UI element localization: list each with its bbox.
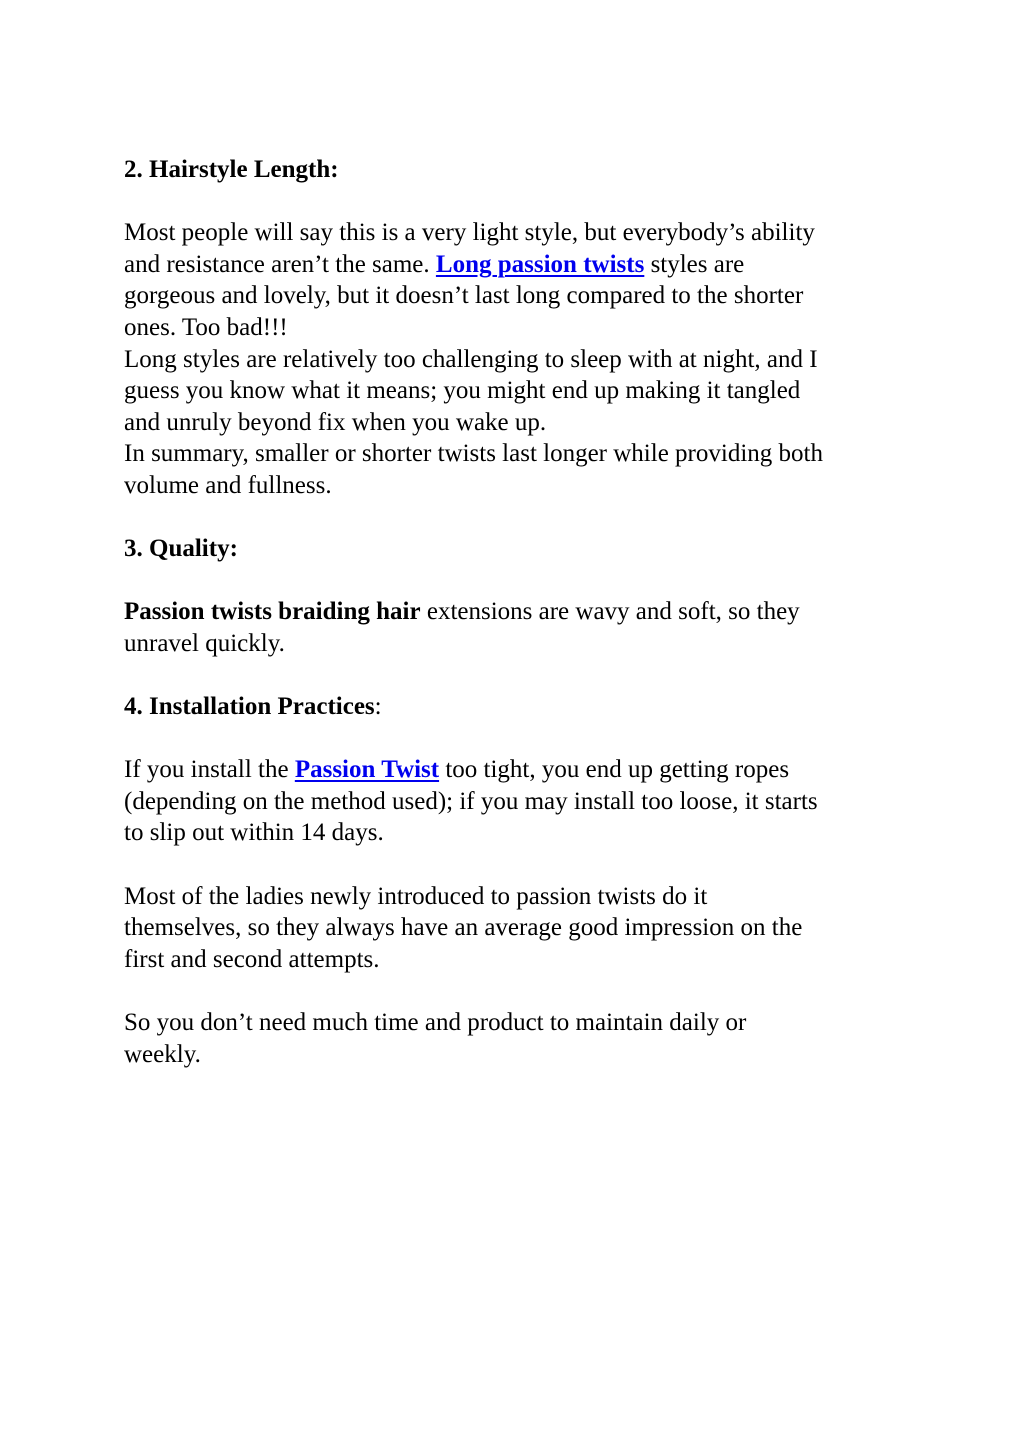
text-line: gorgeous and lovely, but it doesn’t last long compared to the shorter bbox=[124, 282, 804, 310]
paragraph-hairstyle-length-intro bbox=[124, 217, 904, 343]
paragraph-quality bbox=[124, 596, 904, 659]
text-line: Most people will say this is a very light style, but everybody’s ability bbox=[124, 219, 815, 247]
spacer bbox=[124, 975, 904, 1007]
section-heading-installation bbox=[124, 691, 904, 723]
text-line: (depending on the method used); if you may install too loose, it starts bbox=[124, 787, 818, 815]
text-span: too tight, you end up getting ropes bbox=[439, 756, 790, 784]
paragraph-hairstyle-length-sleep bbox=[124, 344, 904, 439]
text-line: So you don’t need much time and product to maintain daily or bbox=[124, 1009, 747, 1037]
paragraph-installation-maintenance bbox=[124, 1007, 904, 1070]
text-line: volume and fullness. bbox=[124, 471, 332, 499]
text-line: guess you know what it means; you might end up making it tangled bbox=[124, 377, 801, 405]
spacer bbox=[124, 186, 904, 218]
paragraph-installation-tightness bbox=[124, 754, 904, 849]
text-line: first and second attempts. bbox=[124, 945, 380, 973]
heading-text: 4. Installation Practices bbox=[124, 693, 375, 721]
paragraph-hairstyle-length-summary bbox=[124, 438, 904, 501]
spacer bbox=[124, 565, 904, 597]
section-heading-quality: 3. Quality: bbox=[124, 535, 238, 563]
text-line: themselves, so they always have an average good impression on the bbox=[124, 914, 803, 942]
text-line: to slip out within 14 days. bbox=[124, 819, 384, 847]
spacer bbox=[124, 660, 904, 692]
text-line: In summary, smaller or shorter twists last longer while providing both bbox=[124, 440, 823, 468]
text-span: styles are bbox=[644, 250, 745, 278]
text-span: extensions are wavy and soft, so they bbox=[420, 598, 800, 626]
text-span: and resistance aren’t the same. bbox=[124, 250, 436, 278]
text-line bbox=[124, 596, 904, 628]
long-passion-twists-link[interactable]: Long passion twists bbox=[435, 250, 645, 278]
text-line: ones. Too bad!!! bbox=[124, 313, 288, 341]
text-line: Long styles are relatively too challenging to sleep with at night, and I bbox=[124, 345, 818, 373]
text-line: weekly. bbox=[124, 1040, 201, 1068]
spacer bbox=[124, 723, 904, 755]
bold-phrase: Passion twists braiding hair bbox=[124, 598, 421, 626]
text-line bbox=[124, 754, 904, 786]
text-line: and unruly beyond fix when you wake up. bbox=[124, 408, 547, 436]
text-span: If you install the bbox=[124, 756, 295, 784]
text-line bbox=[124, 249, 904, 281]
passion-twist-link[interactable]: Passion Twist bbox=[294, 756, 440, 784]
document-page bbox=[124, 154, 904, 1070]
spacer bbox=[124, 849, 904, 881]
text-line: unravel quickly. bbox=[124, 629, 285, 657]
heading-colon: : bbox=[374, 693, 382, 721]
section-heading-hairstyle-length: 2. Hairstyle Length: bbox=[124, 156, 339, 183]
spacer bbox=[124, 502, 904, 534]
text-line: Most of the ladies newly introduced to passion twists do it bbox=[124, 882, 708, 910]
paragraph-installation-ladies bbox=[124, 881, 904, 976]
